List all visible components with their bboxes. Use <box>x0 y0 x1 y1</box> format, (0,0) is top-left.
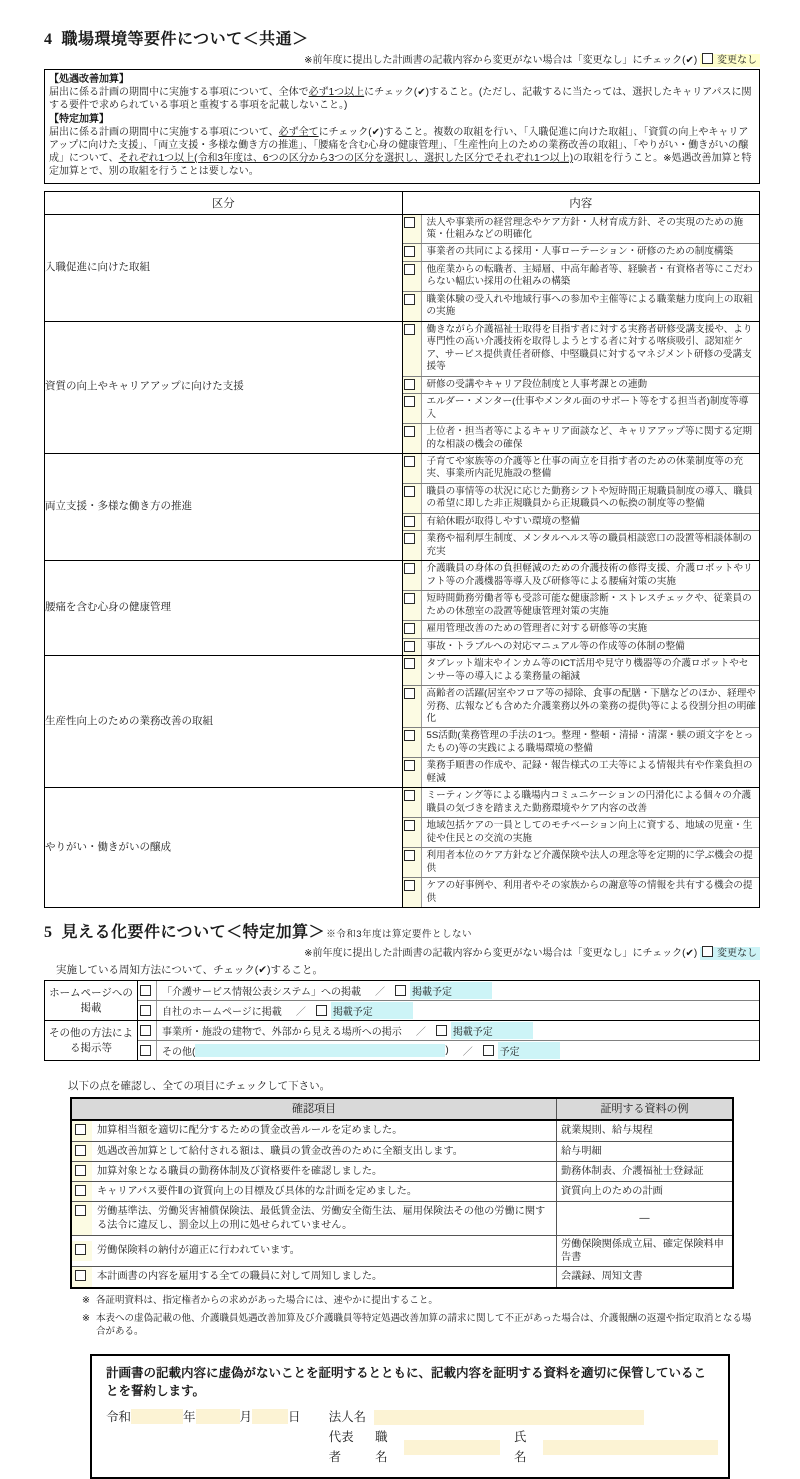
confirm-proof-cell: 労働保険関係成立届、確定保険料申告書 <box>557 1235 734 1267</box>
env-item-checkbox[interactable] <box>404 426 415 437</box>
env-item-checkbox[interactable] <box>404 217 415 228</box>
section-5-heading <box>44 919 760 942</box>
vis-item-checkbox[interactable] <box>140 1005 151 1016</box>
env-checkbox-cell[interactable] <box>403 758 422 787</box>
env-category-label: 入職促進に向けた取組 <box>45 260 150 273</box>
env-checkbox-cell[interactable] <box>403 394 422 423</box>
confirm-item-label: 処遇改善加算として給付される額は、職員の賃金改善のために全額支出します。 <box>97 1145 463 1157</box>
env-item-label: 子育てや家族等の介護等と仕事の両立を目指す者のための休業制度等の充実、事業所内託児施設の整備 <box>426 456 744 480</box>
env-group-row <box>45 454 760 561</box>
intro-body2-underline2: それぞれ1つ以上(令和3年度は、6つの区分から3つの区分を選択し、選択した区分でそれぞれ1つ以上) <box>118 153 574 165</box>
env-item-checkbox[interactable] <box>404 850 415 861</box>
section-5-change-label: 変更なし <box>717 948 757 960</box>
vis-separator: ／ <box>415 1027 426 1039</box>
vis-category-cell <box>45 1021 138 1061</box>
confirm-item-row[interactable] <box>72 1267 556 1286</box>
vis-group-row <box>45 981 760 1021</box>
env-checkbox-cell[interactable] <box>403 728 422 757</box>
confirm-item-cell[interactable] <box>71 1202 557 1236</box>
oath-post-input[interactable] <box>404 1440 500 1455</box>
env-item-checkbox[interactable] <box>404 264 415 275</box>
env-category-cell <box>45 656 403 788</box>
env-item-checkbox[interactable] <box>404 880 415 891</box>
env-checkbox-item[interactable] <box>403 514 760 531</box>
env-item-label: 高齢者の活躍(居室やフロア等の掃除、食事の配膳・下膳などのほか、経理や労務、広報なども含めた介護業務以外の業務の提供)等による役割分担の明確化 <box>426 688 756 724</box>
env-item-label: 業務手順書の作成や、記録・報告様式の工夫等による情報共有や作業負担の軽減 <box>426 760 753 784</box>
env-item-checkbox[interactable] <box>404 790 415 801</box>
env-checkbox-cell[interactable] <box>403 484 422 513</box>
confirm-item-checkbox[interactable] <box>75 1205 86 1216</box>
env-item-checkbox[interactable] <box>404 246 415 257</box>
env-item-checkbox[interactable] <box>404 324 415 335</box>
section-4-change-note-text: ※前年度に提出した計画書の記載内容から変更がない場合は「変更なし」にチェック(✔) <box>304 55 698 66</box>
env-group-row <box>45 656 760 788</box>
env-checkbox-item[interactable] <box>403 394 760 424</box>
footnote-text: 本表への虚偽記載の他、介護職員処遇改善加算及び介護職員等特定処遇改善加算の請求に関して不正があった場合は、介護報酬の返還や指定取消となる場合がある。 <box>96 1312 752 1337</box>
env-checkbox-item[interactable] <box>403 758 760 787</box>
confirm-item-checkbox[interactable] <box>75 1270 86 1281</box>
env-item-checkbox[interactable] <box>404 533 415 544</box>
oath-day-input[interactable] <box>252 1409 288 1424</box>
oath-corp-input[interactable] <box>374 1410 644 1425</box>
confirm-item-cell[interactable] <box>71 1141 557 1161</box>
confirm-row <box>71 1182 733 1202</box>
oath-name-input[interactable] <box>543 1440 718 1455</box>
intro-body-tokutei <box>49 126 755 179</box>
env-category-cell <box>45 561 403 656</box>
vis-plan-label: 掲載予定 <box>451 1022 533 1039</box>
section-4-change-note <box>44 51 760 66</box>
env-checkbox-cell[interactable] <box>403 531 422 560</box>
vis-checkbox-item[interactable] <box>138 1021 759 1041</box>
footnote-marker: ※ <box>82 1294 90 1306</box>
env-checkbox-cell[interactable] <box>403 639 422 655</box>
env-item-checkbox[interactable] <box>404 688 415 699</box>
oath-year-input[interactable] <box>131 1409 183 1424</box>
intro-heading-tokutei: 【特定加算】 <box>49 113 109 125</box>
section-5-change-checkbox-group[interactable] <box>700 947 760 960</box>
confirm-item-row[interactable] <box>72 1182 556 1201</box>
env-checkbox-item[interactable] <box>403 818 760 848</box>
env-item-label: エルダー・メンター(仕事やメンタル面のサポート等をする担当者)制度等導入 <box>426 396 749 420</box>
env-item-label: ケアの好事例や、利用者やその家族からの謝意等の情報を共有する機会の提供 <box>426 880 753 904</box>
env-checkbox-cell[interactable] <box>403 591 422 620</box>
confirm-row <box>71 1141 733 1161</box>
footnote-text: 各証明資料は、指定権者からの求めがあった場合には、速やかに提出すること。 <box>96 1294 438 1306</box>
confirm-row <box>71 1267 733 1288</box>
vis-plan-checkbox[interactable] <box>395 985 406 996</box>
oath-date-row <box>106 1407 301 1425</box>
oath-corp-row <box>329 1407 718 1427</box>
section-5-lead: 実施している周知方法について、チェック(✔)すること。 <box>56 964 324 977</box>
confirm-proof-cell: 就業規則、給与規程 <box>557 1120 734 1141</box>
env-items-cell <box>402 656 760 788</box>
confirm-item-row[interactable] <box>72 1142 556 1161</box>
confirm-item-row[interactable] <box>72 1241 556 1260</box>
oath-era-label: 令和 <box>106 1410 132 1425</box>
env-item-label: 法人や事業所の経営理念やケア方針・人材育成方針、その実現のための施策・仕組みなどの明確化 <box>426 216 744 240</box>
visibility-methods-table <box>44 980 760 1061</box>
env-checkbox-item[interactable] <box>403 262 760 292</box>
env-category-cell <box>45 321 403 453</box>
section-4-change-checkbox[interactable] <box>702 53 713 64</box>
env-checkbox-cell[interactable] <box>403 215 422 244</box>
confirm-proof-cell: 勤務体制表、介護福祉士登録証 <box>557 1161 734 1181</box>
vis-item-label: 事業所・施設の建物で、外部から見える場所への掲示 <box>162 1027 402 1039</box>
vis-item-label: 自社のホームページに掲載 <box>162 1007 282 1019</box>
section-4-heading <box>44 26 760 49</box>
env-item-label: 有給休暇が取得しやすい環境の整備 <box>426 515 580 527</box>
env-item-label: 働きながら介護福祉士取得を目指す者に対する実務者研修受講支援や、より専門性の高い介護技術を取得しようとする者に対する喀痰吸引、認知症ケア、サービス提供責任者研修、中堅職員に対するマネジメント研修の受講支援等 <box>426 323 753 373</box>
intro-heading-shogu: 【処遇改善加算】 <box>49 74 129 85</box>
confirm-item-cell[interactable] <box>71 1267 557 1288</box>
env-item-checkbox[interactable] <box>404 641 415 652</box>
confirm-item-row[interactable] <box>72 1162 556 1181</box>
confirm-item-cell[interactable] <box>71 1182 557 1202</box>
env-item-label: 利用者本位のケア方針など介護保険や法人の理念等を定期的に学ぶ機会の提供 <box>426 850 753 874</box>
env-item-checkbox[interactable] <box>404 593 415 604</box>
vis-checkbox-cell[interactable] <box>138 1041 157 1060</box>
env-checkbox-cell[interactable] <box>403 262 422 291</box>
confirm-item-row[interactable] <box>72 1121 556 1140</box>
confirm-checkbox-cell[interactable] <box>72 1142 92 1161</box>
env-checkbox-item[interactable] <box>403 848 760 878</box>
confirm-item-checkbox[interactable] <box>75 1165 86 1176</box>
vis-item-checkbox[interactable] <box>140 1045 151 1056</box>
env-group-row <box>45 321 760 453</box>
env-checkbox-item[interactable] <box>403 531 760 560</box>
env-item-label: 地域包括ケアの一員としてのモチベーション向上に資する、地域の児童・生徒や住民との交流の実施 <box>426 820 753 844</box>
env-checkbox-item[interactable] <box>403 621 760 638</box>
env-item-checkbox[interactable] <box>404 760 415 771</box>
section-4-number: 4 <box>44 31 53 48</box>
env-item-checkbox[interactable] <box>404 820 415 831</box>
confirm-item-label: 加算相当額を適切に配分するための賃金改善ルールを定めました。 <box>97 1125 403 1137</box>
env-items-cell <box>402 321 760 453</box>
confirm-row <box>71 1161 733 1181</box>
vis-category-cell <box>45 981 138 1021</box>
vis-item-label: 「介護サービス情報公表システム」への掲載 <box>162 987 361 999</box>
env-checkbox-cell[interactable] <box>403 424 422 453</box>
env-item-checkbox[interactable] <box>404 623 415 634</box>
env-header-content: 内容 <box>402 191 760 214</box>
env-item-label: 雇用管理改善のための管理者に対する研修等の実施 <box>426 623 648 635</box>
section-5-number: 5 <box>44 924 53 942</box>
confirm-row <box>71 1235 733 1267</box>
env-category-label: 腰痛を含む心身の健康管理 <box>45 601 171 614</box>
env-checkbox-item[interactable] <box>403 788 760 818</box>
confirm-item-label: キャリアパス要件Ⅱの資質向上の目標及び具体的な計画を定めました。 <box>97 1186 418 1198</box>
intro-body2-c: の取組を行うこと。※処遇改善加算と特定加算とで、別の取組を行うことは要しない。 <box>49 153 752 178</box>
confirm-item-cell[interactable] <box>71 1120 557 1141</box>
env-group-row <box>45 214 760 321</box>
intro-body-shogu <box>49 86 755 112</box>
env-item-label: 5S活動(業務管理の手法の1つ。整理・整頓・清掃・清潔・躾の頭文字をとったもの)等の実践による職場環境の整備 <box>426 730 754 754</box>
env-items-cell <box>402 561 760 656</box>
vis-plan-checkbox[interactable] <box>483 1045 494 1056</box>
env-checkbox-item[interactable] <box>403 591 760 621</box>
confirm-checkbox-cell[interactable] <box>72 1267 92 1286</box>
env-items-cell <box>402 454 760 561</box>
oath-rep-label: 代表者 <box>328 1430 354 1465</box>
oath-name-label: 氏名 <box>513 1430 527 1465</box>
env-item-label: タブレット端末やインカム等のICT活用や見守り機器等の介護ロボットやセンサー等の導入による業務量の縮減 <box>426 658 749 682</box>
vis-items-cell <box>138 981 760 1021</box>
oath-month-label: 月 <box>239 1410 253 1425</box>
vis-other-close-paren: ) <box>445 1045 449 1057</box>
vis-plan-checkbox[interactable] <box>436 1025 447 1036</box>
env-item-label: 業務や福利厚生制度、メンタルヘルス等の職員相談窓口の設置等相談体制の充実 <box>426 533 753 557</box>
env-item-label: 職業体験の受入れや地域行事への参加や主催等による職業魅力度向上の取組の実施 <box>426 293 753 318</box>
vis-plan-checkbox[interactable] <box>316 1005 327 1016</box>
env-checkbox-cell[interactable] <box>403 454 422 483</box>
confirm-checkbox-cell[interactable] <box>72 1202 92 1235</box>
vis-checkbox-item[interactable] <box>138 981 759 1001</box>
vis-category-label: ホームページへの掲載 <box>49 987 133 1014</box>
confirm-item-checkbox[interactable] <box>75 1244 86 1255</box>
env-checkbox-item[interactable] <box>403 484 760 514</box>
env-category-label: 生産性向上のための業務改善の取組 <box>45 714 213 727</box>
oath-post-label: 職名 <box>375 1430 388 1465</box>
confirm-item-checkbox[interactable] <box>75 1145 86 1156</box>
env-item-label: 事業者の共同による採用・人事ローテーション・研修のための制度構築 <box>426 246 734 258</box>
oath-statement: 計画書の記載内容に虚偽がないことを証明するとともに、記載内容を証明する資料を適切に保管していることを誓約します。 <box>106 1365 707 1399</box>
vis-plan-label: 掲載予定 <box>410 982 492 999</box>
oath-name-block <box>329 1407 718 1467</box>
env-item-checkbox[interactable] <box>404 294 415 305</box>
env-checkbox-item[interactable] <box>403 424 760 453</box>
oath-signature-area <box>106 1407 718 1467</box>
env-item-label: 研修の受講やキャリア段位制度と人事考課との連動 <box>426 378 648 390</box>
env-checkbox-cell[interactable] <box>403 878 422 907</box>
env-group-row <box>45 561 760 656</box>
confirm-checkbox-cell[interactable] <box>72 1241 92 1260</box>
confirm-header-proof: 証明する資料の例 <box>557 1098 734 1120</box>
oath-box <box>90 1354 730 1479</box>
confirm-item-row[interactable] <box>72 1202 556 1235</box>
vis-plan-label: 予定 <box>498 1042 560 1059</box>
confirm-proof-cell: 給与明細 <box>557 1141 734 1161</box>
vis-checkbox-item[interactable] <box>138 1041 759 1060</box>
intro-body1-underline: 必ず1つ以上 <box>308 87 365 99</box>
env-checkbox-item[interactable] <box>403 292 760 321</box>
confirm-item-checkbox[interactable] <box>75 1124 86 1135</box>
vis-item-label: その他( <box>162 1047 196 1059</box>
env-checkbox-item[interactable] <box>403 561 760 591</box>
vis-checkbox-cell[interactable] <box>138 981 157 1000</box>
env-group-row <box>45 788 760 908</box>
env-checkbox-item[interactable] <box>403 215 760 245</box>
confirm-checkbox-cell[interactable] <box>72 1121 92 1140</box>
env-checkbox-cell[interactable] <box>403 621 422 637</box>
env-checkbox-item[interactable] <box>403 454 760 484</box>
vis-separator: ／ <box>375 987 385 999</box>
confirmation-table <box>70 1097 734 1289</box>
confirm-lead: 以下の点を確認し、全ての項目にチェックして下さい。 <box>68 1080 331 1093</box>
vis-separator: ／ <box>295 1007 306 1019</box>
env-checkbox-cell[interactable] <box>403 244 422 260</box>
env-checkbox-item[interactable] <box>403 878 760 907</box>
vis-plan-label: 掲載予定 <box>331 1002 413 1019</box>
env-checkbox-cell[interactable] <box>403 322 422 376</box>
env-item-label: 他産業からの転職者、主婦層、中高年齢者等、経験者・有資格者等にこだわらない幅広い採用の仕組みの構築 <box>426 263 753 288</box>
env-checkbox-item[interactable] <box>403 656 760 686</box>
env-checkbox-cell[interactable] <box>403 788 422 817</box>
confirm-item-checkbox[interactable] <box>75 1185 86 1196</box>
vis-category-label: その他の方法による掲示等 <box>49 1027 133 1054</box>
env-category-label: 両立支援・多様な働き方の推進 <box>45 500 192 513</box>
env-item-checkbox[interactable] <box>404 486 415 497</box>
env-checkbox-item[interactable] <box>403 322 760 377</box>
intro-body1-b: にチェック(✔)すること。(ただし、記載するに当たっては、選択したキャリアパスに関する要件で求められている事項と重複する事項を記載しないこと。) <box>49 87 752 112</box>
confirm-item-label: 本計画書の内容を雇用する全ての職員に対して周知しました。 <box>97 1271 383 1283</box>
vis-checkbox-cell[interactable] <box>138 1001 157 1020</box>
oath-corp-label: 法人名 <box>328 1410 367 1425</box>
section-4-intro-box <box>44 69 760 184</box>
confirm-item-cell[interactable] <box>71 1161 557 1181</box>
env-checkbox-cell[interactable] <box>403 848 422 877</box>
vis-separator: ／ <box>462 1047 473 1059</box>
env-checkbox-cell[interactable] <box>403 686 422 727</box>
section-5-change-note <box>44 944 760 959</box>
oath-day-label: 日 <box>288 1410 301 1425</box>
env-checkbox-cell[interactable] <box>403 377 422 393</box>
confirm-item-cell[interactable] <box>71 1235 557 1267</box>
confirm-proof-cell: ― <box>557 1202 734 1236</box>
section-5-subtitle: ※令和3年度は算定要件としない <box>326 929 472 941</box>
intro-body2-b: にチェック(✔)すること。複数の取組を行い、「入職促進に向けた取組」、「資質の向上やキャリアアップに向けた支援」、「両立支援・多様な働き方の推進」、「腰痛を含む心身の健康管理」、「生産性向上のための業務改善の取組」、「やりがい・働きがいの醸成」について、 <box>49 126 749 165</box>
env-header-category: 区分 <box>45 191 403 214</box>
confirm-row <box>71 1202 733 1236</box>
intro-body2-a: 届出に係る計画の期間中に実施する事項について、 <box>49 126 279 138</box>
env-checkbox-item[interactable] <box>403 244 760 261</box>
confirm-row <box>71 1120 733 1141</box>
env-item-checkbox[interactable] <box>404 730 415 741</box>
intro-body1-a: 届出に係る計画の期間中に実施する事項について、全体で <box>49 87 309 99</box>
confirm-item-label: 加算対象となる職員の勤務体制及び資格要件を確認しました。 <box>97 1165 383 1177</box>
env-item-label: 事故・トラブルへの対応マニュアル等の作成等の体制の整備 <box>426 640 685 652</box>
vis-checkbox-cell[interactable] <box>138 1021 157 1040</box>
env-category-label: やりがい・働きがいの醸成 <box>45 840 171 853</box>
env-category-label: 資質の向上やキャリアアップに向けた支援 <box>45 380 244 393</box>
env-item-checkbox[interactable] <box>404 379 415 390</box>
env-items-cell <box>402 788 760 908</box>
footnote <box>82 1294 760 1307</box>
section-5-change-checkbox[interactable] <box>702 946 713 957</box>
section-4-change-label: 変更なし <box>717 55 757 66</box>
confirm-proof-cell: 会議録、周知文書 <box>557 1267 734 1288</box>
env-checkbox-cell[interactable] <box>403 818 422 847</box>
vis-other-text-input[interactable] <box>195 1044 445 1057</box>
env-category-cell <box>45 214 403 321</box>
oath-year-label: 年 <box>183 1410 196 1425</box>
env-item-checkbox[interactable] <box>404 516 415 527</box>
section-5-title: 見える化要件について＜特定加算＞ <box>61 924 326 942</box>
section-4-title: 職場環境等要件について＜共通＞ <box>61 31 309 48</box>
workplace-environment-table <box>44 191 760 909</box>
oath-rep-row <box>329 1427 718 1467</box>
confirm-header-row <box>71 1098 733 1120</box>
vis-checkbox-item[interactable] <box>138 1001 759 1020</box>
env-item-checkbox[interactable] <box>404 563 415 574</box>
env-items-cell <box>402 214 760 321</box>
confirm-item-label: 労働基準法、労働災害補償保険法、最低賃金法、労働安全衛生法、雇用保険法その他の労働に関する法令に違反し、罰金以上の刑に処せられていません。 <box>97 1206 546 1231</box>
vis-group-row <box>45 1021 760 1061</box>
env-checkbox-cell[interactable] <box>403 656 422 685</box>
section-5-change-note-text: ※前年度に提出した計画書の記載内容から変更がない場合は「変更なし」にチェック(✔) <box>304 948 698 960</box>
env-category-cell <box>45 788 403 908</box>
env-item-label: 職員の事情等の状況に応じた勤務シフトや短時間正規職員制度の導入、職員の希望に即した非正規職員から正規職員への転換の制度等の整備 <box>426 485 753 510</box>
oath-month-input[interactable] <box>196 1409 240 1424</box>
env-item-label: 短時間勤務労働者等も受診可能な健康診断・ストレスチェックや、従業員のための休憩室の設置等健康管理対策の実施 <box>426 593 752 617</box>
env-item-label: ミーティング等による職場内コミュニケーションの円滑化による個々の介護職員の気づきを踏まえた勤務環境やケア内容の改善 <box>426 790 752 814</box>
env-item-label: 介護職員の身体の負担軽減のための介護技術の修得支援、介護ロボットやリフト等の介護機器等導入及び研修等による腰痛対策の実施 <box>426 563 753 587</box>
env-checkbox-cell[interactable] <box>403 292 422 321</box>
intro-body2-underline1: 必ず全て <box>278 126 319 138</box>
env-item-checkbox[interactable] <box>404 658 415 669</box>
env-checkbox-cell[interactable] <box>403 561 422 590</box>
vis-item-checkbox[interactable] <box>140 985 151 996</box>
section-4-change-checkbox-group[interactable] <box>700 54 760 67</box>
env-item-label: 上位者・担当者等によるキャリア面談など、キャリアアップ等に関する定期的な相談の機会の確保 <box>426 426 753 450</box>
env-table-header-row <box>45 191 760 214</box>
confirm-checkbox-cell[interactable] <box>72 1182 92 1201</box>
env-checkbox-item[interactable] <box>403 686 760 728</box>
env-checkbox-item[interactable] <box>403 377 760 394</box>
confirm-checkbox-cell[interactable] <box>72 1162 92 1181</box>
footnote <box>82 1312 760 1338</box>
env-item-checkbox[interactable] <box>404 456 415 467</box>
env-checkbox-item[interactable] <box>403 639 760 655</box>
confirm-header-item: 確認項目 <box>71 1098 557 1120</box>
env-checkbox-cell[interactable] <box>403 514 422 530</box>
env-category-cell <box>45 454 403 561</box>
confirm-proof-cell: 資質向上のための計画 <box>557 1182 734 1202</box>
vis-item-checkbox[interactable] <box>140 1025 151 1036</box>
env-checkbox-item[interactable] <box>403 728 760 758</box>
vis-items-cell <box>138 1021 760 1061</box>
footnote-marker: ※ <box>82 1312 90 1324</box>
env-item-checkbox[interactable] <box>404 396 415 407</box>
confirm-item-label: 労働保険料の納付が適正に行われています。 <box>97 1245 300 1257</box>
